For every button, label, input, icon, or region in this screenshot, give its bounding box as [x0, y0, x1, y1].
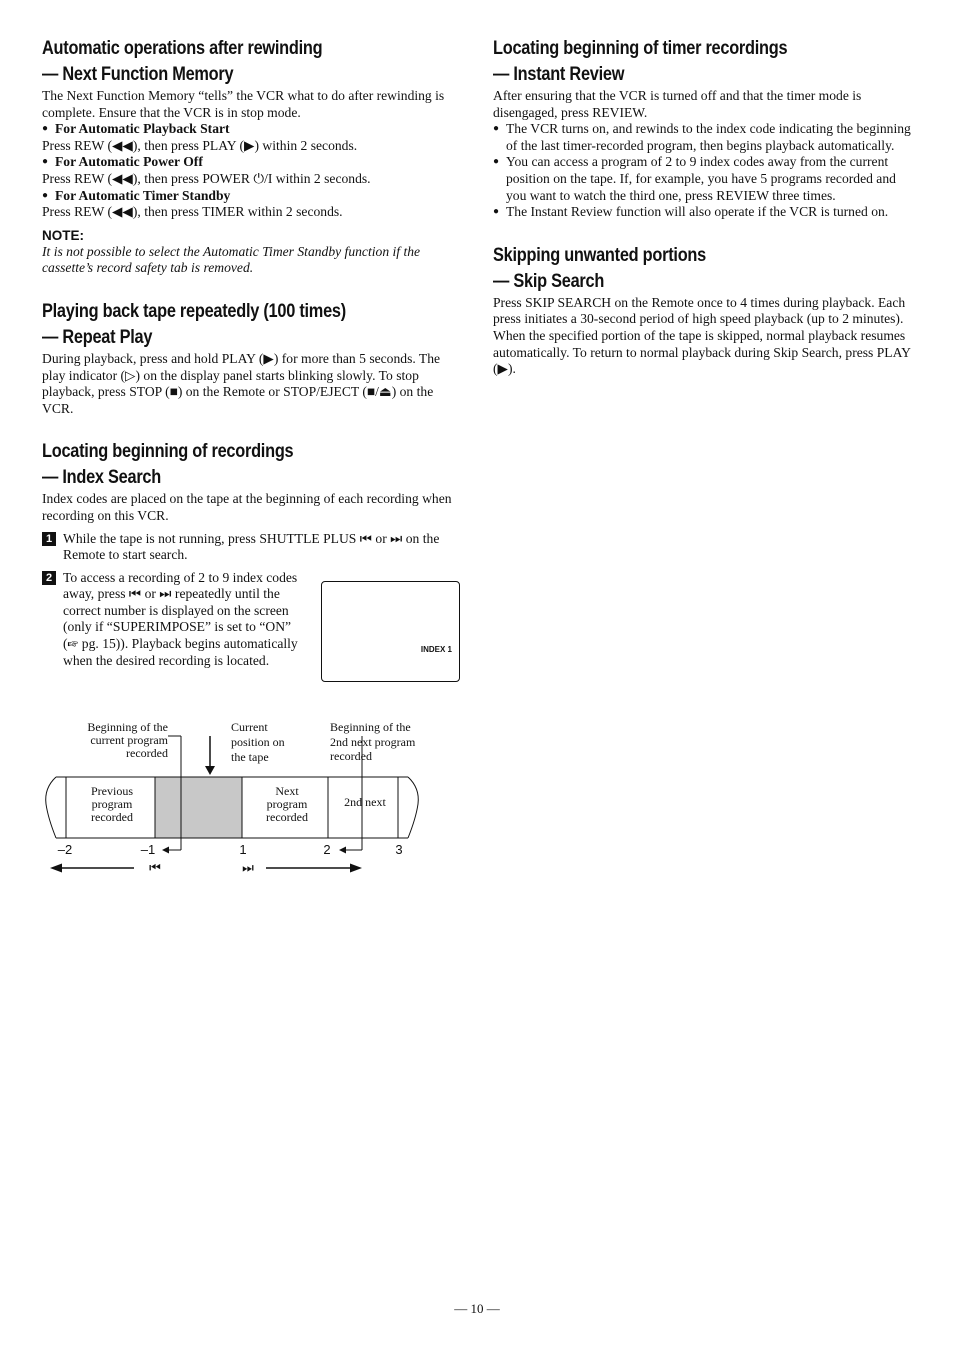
tick-1: 1 — [239, 842, 247, 857]
forward-direction-arrow — [350, 864, 362, 873]
seg-next-1: Next — [275, 784, 299, 798]
body-text: During playback, press and hold PLAY (▶) for more than 5 seconds. The play indicator (▷) on the display panel starts blinking slowly. To stop playback, press STOP (■) on the Remote or STOP/EJECT (■/⏏) on the VCR. — [42, 350, 441, 416]
label-current-pos-2: position on — [231, 735, 285, 749]
current-program-shading — [155, 777, 242, 838]
screen-index-text: INDEX 1 — [420, 645, 452, 655]
right-column — [493, 36, 913, 400]
body-text: Press SKIP SEARCH on the Remote once to 4 times during playback. Each press initiates a 30-second period of high speed playback (up to 2 minutes). When the specified portion of the tape is skipped, normal playback resumes automatically. To return to normal playback during Skip Search, press PLAY (▶). — [493, 294, 911, 377]
tape-index-diagram — [38, 716, 438, 878]
label-current-pos-1: Current — [231, 720, 268, 734]
seg-previous-2: program — [91, 797, 133, 811]
intro-text: The Next Function Memory “tells” the VCR what to do after rewinding is complete. Ensure that the VCR is in stop mode. — [42, 88, 445, 120]
rewind-direction-arrow — [50, 864, 62, 873]
section-title: Skipping unwanted portions — Skip Search — [493, 244, 706, 292]
seg-previous-3: recorded — [91, 810, 133, 824]
label-begin-current-1: Beginning of the — [87, 720, 168, 734]
step-2 — [42, 570, 307, 670]
label-begin-2nd-2: 2nd next program — [330, 735, 416, 749]
label-begin-2nd-1: Beginning of the — [330, 720, 411, 734]
step-text: To access a recording of 2 to 9 index codes away, press ⏮ or ⏭ repeatedly until the correct number is displayed on the screen (only if “SUPERIMPOSE” is set to “ON” (☞ pg. 15)). Playback begins automatically when the desired recording is located. — [63, 569, 298, 668]
ff-symbol-icon: ⏭ — [242, 860, 254, 875]
tick-minus1: –1 — [140, 842, 156, 857]
bullet-1: ● The VCR turns on, and rewinds to the index code indicating the beginning of the last timer-recorded program, then begins playback automatically. — [493, 121, 913, 154]
step-number: 1 — [42, 532, 56, 546]
section-repeat-play — [42, 299, 462, 417]
section-next-function-memory — [42, 36, 462, 277]
current-position-arrow — [205, 766, 215, 775]
bullet-3: ● The Instant Review function will also operate if the VCR is turned on. — [493, 204, 913, 221]
tv-screen-illustration — [321, 581, 460, 682]
subheading-playback-start: ● For Automatic Playback Start — [42, 121, 462, 138]
seg-next-3: recorded — [266, 810, 308, 824]
label-begin-current-3: recorded — [126, 746, 168, 760]
rew-symbol-icon: ⏮ — [149, 860, 161, 875]
section-title: Automatic operations after rewinding — Next Function Memory — [42, 38, 323, 85]
section-title: Locating beginning of timer recordings — Instant Review — [493, 38, 788, 85]
tape-left-tear — [46, 777, 56, 838]
step-number: 2 — [42, 571, 56, 585]
tick-2: 2 — [323, 842, 331, 857]
subheading-timer-standby: ● For Automatic Timer Standby — [42, 188, 462, 205]
seg-previous-1: Previous — [91, 784, 133, 798]
label-begin-2nd-3: recorded — [330, 749, 372, 763]
label-begin-current-2: current program — [90, 733, 168, 747]
tick-3: 3 — [395, 842, 403, 857]
seg-next-2: program — [266, 797, 308, 811]
section-instant-review — [493, 36, 913, 221]
seg-2nd-next: 2nd next — [344, 795, 386, 809]
note-heading: NOTE: — [42, 227, 84, 243]
label-current-pos-3: the tape — [231, 750, 269, 764]
section-title: Locating beginning of recordings — Index Search — [42, 441, 294, 489]
instruction-playback-start: Press REW (◀◀), then press PLAY (▶) within 2 seconds. — [42, 137, 358, 153]
tape-right-tear — [408, 777, 418, 838]
tick-minus2: –2 — [57, 842, 73, 857]
section-title: Playing back tape repeatedly (100 times) — Repeat Play — [42, 300, 346, 348]
note-text: It is not possible to select the Automatic Timer Standby function if the cassette’s record safety tab is removed. — [42, 243, 421, 276]
instruction-timer-standby: Press REW (◀◀), then press TIMER within 2 seconds. — [42, 204, 343, 220]
intro-text: Index codes are placed on the tape at the beginning of each recording when recording on this VCR. — [42, 491, 452, 523]
step-text: While the tape is not running, press SHUTTLE PLUS ⏮ or ⏭ on the Remote to start search. — [63, 530, 440, 563]
page-number: — 10 — — [454, 1301, 500, 1316]
subheading-power-off: ● For Automatic Power Off — [42, 154, 462, 171]
instruction-power-off: Press REW (◀◀), then press POWER ⏻/I within 2 seconds. — [42, 170, 371, 186]
step-1 — [42, 531, 462, 564]
section-skip-search — [493, 243, 913, 378]
intro-text: After ensuring that the VCR is turned off and that the timer mode is disengaged, press REVIEW. — [493, 88, 862, 120]
bullet-2: ● You can access a program of 2 to 9 index codes away from the current position on the tape. If, for example, you have 5 programs recorded and you want to watch the third one, press REVIEW three times. — [493, 154, 913, 204]
